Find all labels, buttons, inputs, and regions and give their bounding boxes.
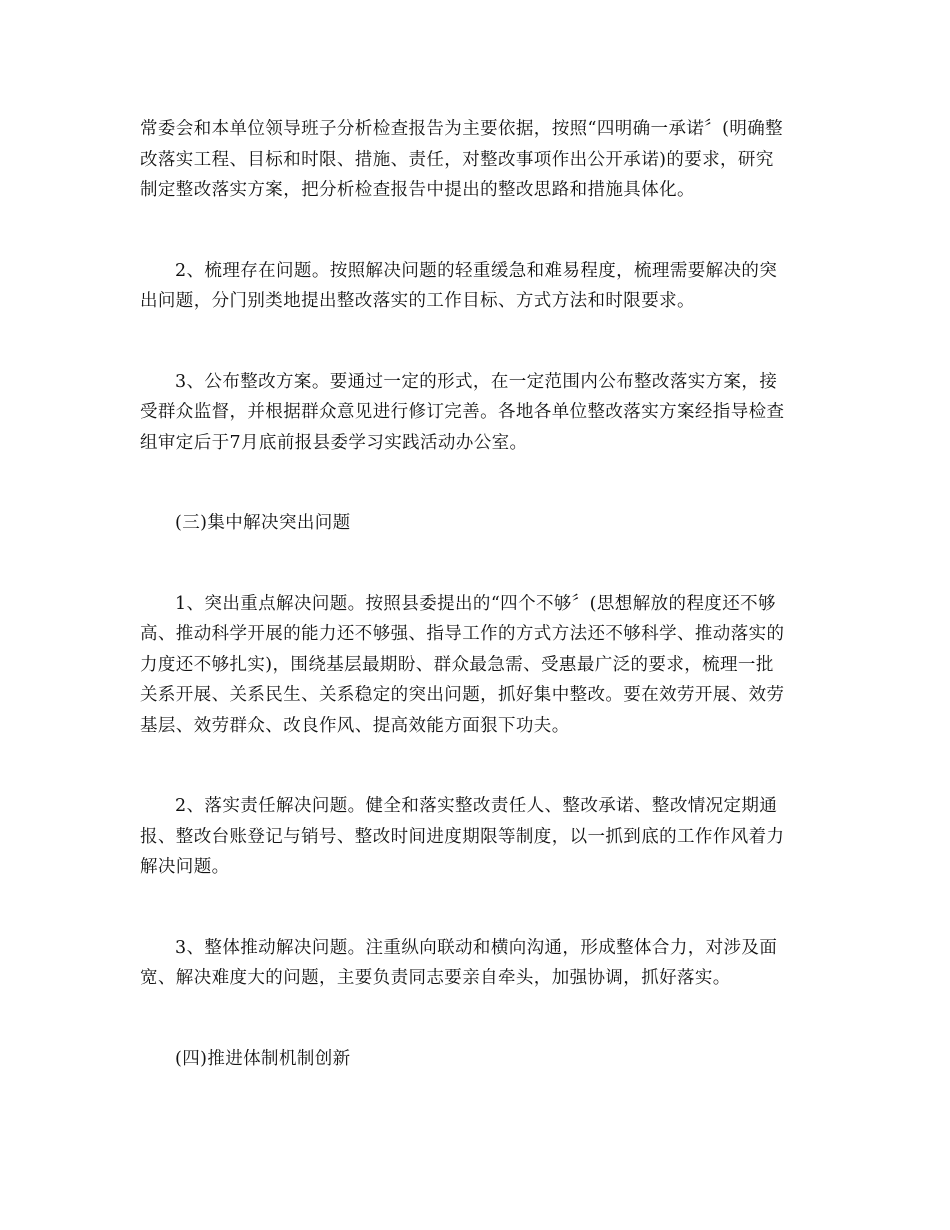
paragraph-publish-plan — [140, 367, 820, 459]
text-line: 改落实工程、目标和时限、措施、责任，对整改事项作出公开承诺)的要求，研究 — [140, 149, 774, 170]
text-line: 2、落实责任解决问题。健全和落实整改责任人、整改承诺、整改情况定期通 — [175, 796, 778, 816]
text-line: 高、推动科学开展的能力还不够强、指导工作的方式方法还不够科学、推动落实的 — [140, 624, 785, 644]
paragraph-continuation — [140, 114, 820, 206]
text-line: 3、整体推动解决问题。注重纵向联动和横向沟通，形成整体合力，对涉及面 — [175, 937, 778, 958]
text-line: 2、梳理存在问题。按照解决问题的轻重缓急和难易程度，梳理需要解决的突 — [175, 260, 778, 281]
section-heading-3: (三)集中解决突出问题 — [175, 513, 351, 533]
text-line: 力度还不够扎实)，围绕基层最期盼、群众最急需、受惠最广泛的要求，梳理一批 — [140, 654, 774, 675]
text-line: 关系开展、关系民生、关系稳定的突出问题，抓好集中整改。要在效劳开展、效劳 — [140, 685, 785, 705]
text-line: 基层、效劳群众、改良作风、提高效能方面狠下功夫。 — [140, 715, 570, 736]
text-line: 常委会和本单位领导班子分析检查报告为主要依据，按照“四明确一承诺〞(明确整 — [140, 119, 784, 139]
paragraph-responsibility — [140, 791, 820, 883]
document-body — [140, 114, 820, 1124]
text-line: 受群众监督，并根据群众意见进行修订完善。各地各单位整改落实方案经指导检查 — [140, 402, 785, 422]
text-line: 组审定后于7月底前报县委学习实践活动办公室。 — [140, 432, 528, 453]
text-line: 解决问题。 — [140, 857, 230, 877]
text-line: 3、公布整改方案。要通过一定的形式，在一定范围内公布整改落实方案，接 — [175, 371, 778, 392]
section-heading-4: (四)推进体制机制创新 — [175, 1048, 351, 1069]
text-line: 宽、解决难度大的问题，主要负责同志要亲自牵头，加强协调，抓好落实。 — [140, 968, 731, 988]
text-line: 1、突出重点解决问题。按照县委提出的“四个不够〞(思想解放的程度还不够 — [175, 593, 776, 614]
text-line: 制定整改落实方案，把分析检查报告中提出的整改思路和措施具体化。 — [140, 180, 695, 200]
paragraph-focus-solve — [140, 589, 820, 742]
text-line: 出问题，分门别类地提出整改落实的工作目标、方式方法和时限要求。 — [140, 291, 695, 311]
text-line: 报、整改台账登记与销号、整改时间进度期限等制度，以一抓到底的工作作风着力 — [140, 826, 785, 847]
paragraph-overall-push — [140, 933, 820, 994]
paragraph-sort-problems — [140, 256, 820, 317]
